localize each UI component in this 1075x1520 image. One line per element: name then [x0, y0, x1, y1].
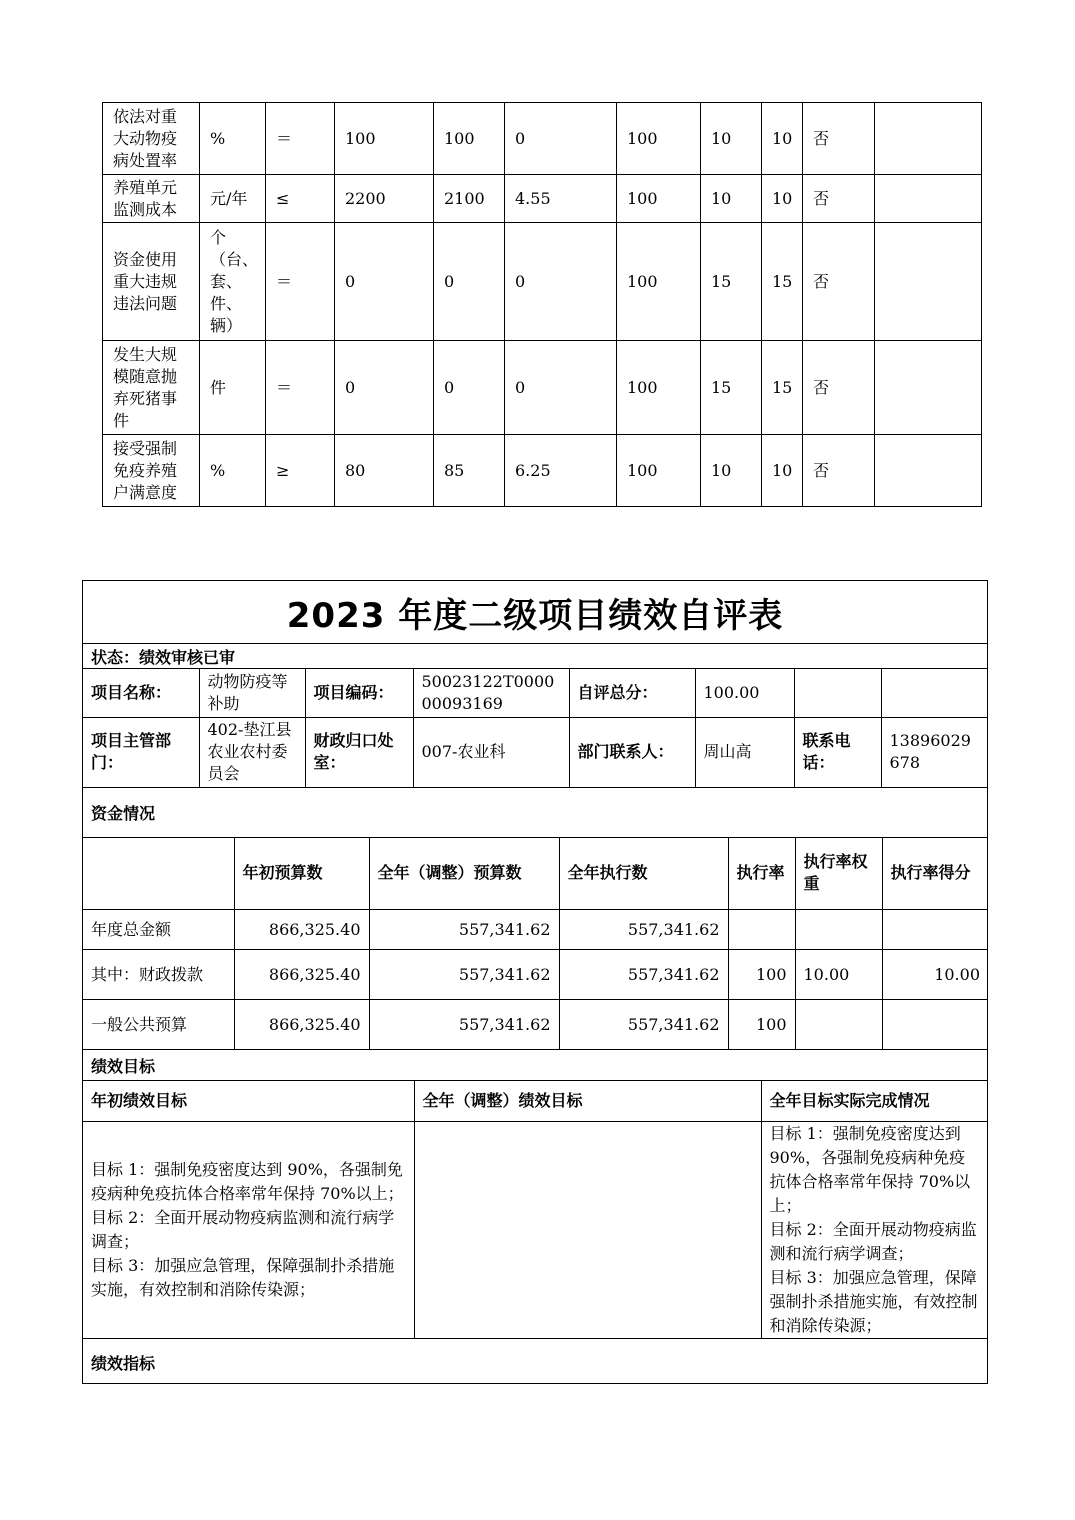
- indicator-flag: 否: [803, 103, 875, 175]
- indicator-note: [875, 435, 982, 507]
- goal-actual: 目标 1：强制免疫密度达到 90%，各强制免疫病种免疫抗体合格率常年保持 70%以上； 目标 2：全面开展动物疫病监测和流行病学调查； 目标 3：加强应急管理，保障强制扑杀措施实施，有效控制和消除传染源；: [761, 1121, 987, 1338]
- indicator-flag: 否: [803, 175, 875, 223]
- indicator-score: 10: [762, 103, 803, 175]
- indicator-note: [875, 223, 982, 341]
- indicator-note: [875, 175, 982, 223]
- dept-label: 项目主管部门：: [83, 717, 199, 787]
- funds-weight: [795, 1000, 882, 1050]
- indicator-row: [103, 435, 982, 507]
- funds-header-cell: 全年（调整）预算数: [369, 838, 559, 910]
- project-name-label: 项目名称：: [83, 669, 199, 717]
- funds-executed: 557,341.62: [559, 950, 728, 1000]
- project-code-label: 项目编码：: [305, 669, 413, 717]
- form-title: 2023 年度二级项目绩效自评表: [83, 581, 987, 644]
- indicator-flag: 否: [803, 341, 875, 435]
- funds-weight: 10.00: [795, 950, 882, 1000]
- indicator-unit: 个（台、套、件、辆）: [200, 223, 266, 341]
- goals-table: [83, 1081, 987, 1339]
- funds-row: [83, 910, 988, 950]
- indicator-deviation: 0: [505, 223, 617, 341]
- indicator-deviation: 0: [505, 103, 617, 175]
- funds-label: 年度总金额: [83, 910, 234, 950]
- indicator-target: 80: [335, 435, 434, 507]
- funds-header-cell: 年初预算数: [234, 838, 369, 910]
- indicator-row: [103, 223, 982, 341]
- indicator-score: 15: [762, 341, 803, 435]
- indicator-pct: 100: [617, 223, 701, 341]
- funds-label: 一般公共预算: [83, 1000, 234, 1050]
- phone-label: 联系电话：: [794, 717, 881, 787]
- funds-header-cell: [83, 838, 234, 910]
- funds-executed: 557,341.62: [559, 910, 728, 950]
- indicator-pct: 100: [617, 175, 701, 223]
- funds-initial: 866,325.40: [234, 910, 369, 950]
- dept: 402-垫江县农业农村委员会: [199, 717, 305, 787]
- funds-section-title: 资金情况: [83, 788, 987, 838]
- project-code: 50023122T000000093169: [413, 669, 569, 717]
- indicator-actual: 0: [434, 341, 505, 435]
- goals-section-title: 绩效目标: [83, 1050, 987, 1081]
- funds-row: [83, 950, 988, 1000]
- indicator-target: 2200: [335, 175, 434, 223]
- funds-header-cell: 执行率得分: [882, 838, 988, 910]
- indicator-op: ＝: [266, 103, 335, 175]
- indicator-op: ＝: [266, 223, 335, 341]
- indicator-row: [103, 103, 982, 175]
- indicator-weight: 15: [701, 223, 762, 341]
- phone: 13896029678: [881, 717, 987, 787]
- indicator-target: 100: [335, 103, 434, 175]
- indicator-actual: 85: [434, 435, 505, 507]
- funds-label: 其中：财政拨款: [83, 950, 234, 1000]
- funds-header-row: [83, 838, 988, 910]
- total-score: 100.00: [695, 669, 794, 717]
- funds-header-cell: 执行率权重: [795, 838, 882, 910]
- project-name: 动物防疫等补助: [199, 669, 305, 717]
- indicator-op: ≤: [266, 175, 335, 223]
- indicator-name: 养殖单元监测成本: [103, 175, 200, 223]
- funds-initial: 866,325.40: [234, 1000, 369, 1050]
- indicator-op: ＝: [266, 341, 335, 435]
- funds-rate: 100: [728, 950, 795, 1000]
- goal-adjusted: [414, 1121, 761, 1338]
- indicator-deviation: 4.55: [505, 175, 617, 223]
- indicator-actual: 2100: [434, 175, 505, 223]
- funds-row: [83, 1000, 988, 1050]
- indicator-actual: 100: [434, 103, 505, 175]
- indicator-name: 依法对重大动物疫病处置率: [103, 103, 200, 175]
- indicator-row: [103, 175, 982, 223]
- funds-header-cell: 全年执行数: [559, 838, 728, 910]
- indicator-weight: 10: [701, 435, 762, 507]
- indicator-score: 15: [762, 223, 803, 341]
- goal-header-actual: 全年目标实际完成情况: [761, 1081, 987, 1121]
- indicators-section-title: 绩效指标: [91, 1354, 156, 1373]
- funds-score: 10.00: [882, 950, 988, 1000]
- indicator-name: 资金使用重大违规违法问题: [103, 223, 200, 341]
- indicator-note: [875, 103, 982, 175]
- indicator-pct: 100: [617, 341, 701, 435]
- indicator-name: 发生大规模随意抛弃死猪事件: [103, 341, 200, 435]
- indicator-actual: 0: [434, 223, 505, 341]
- indicator-rows: [103, 103, 982, 507]
- indicator-op: ≥: [266, 435, 335, 507]
- funds-weight: [795, 910, 882, 950]
- contact: 周山高: [695, 717, 794, 787]
- funds-initial: 866,325.40: [234, 950, 369, 1000]
- indicator-flag: 否: [803, 223, 875, 341]
- indicator-unit: 元/年: [200, 175, 266, 223]
- finance: 007-农业科: [413, 717, 569, 787]
- goal-header-initial: 年初绩效目标: [83, 1081, 414, 1121]
- indicator-unit: %: [200, 435, 266, 507]
- goal-initial: 目标 1：强制免疫密度达到 90%，各强制免疫病种免疫抗体合格率常年保持 70%以上； 目标 2：全面开展动物疫病监测和流行病学调查； 目标 3：加强应急管理，保障强制扑杀措施实施，有效控制和消除传染源；: [83, 1121, 414, 1338]
- indicator-score: 10: [762, 435, 803, 507]
- empty-cell: [881, 669, 987, 717]
- indicator-deviation: 6.25: [505, 435, 617, 507]
- contact-label: 部门联系人：: [569, 717, 695, 787]
- indicator-unit: %: [200, 103, 266, 175]
- indicator-name: 接受强制免疫养殖户满意度: [103, 435, 200, 507]
- funds-adjusted: 557,341.62: [369, 950, 559, 1000]
- funds-adjusted: 557,341.62: [369, 1000, 559, 1050]
- total-score-label: 自评总分：: [569, 669, 695, 717]
- indicator-weight: 10: [701, 175, 762, 223]
- indicator-table: [102, 102, 982, 507]
- funds-table: [83, 838, 988, 1051]
- funds-executed: 557,341.62: [559, 1000, 728, 1050]
- funds-rate: 100: [728, 1000, 795, 1050]
- funds-rows: [83, 910, 988, 1050]
- funds-score: [882, 1000, 988, 1050]
- indicator-flag: 否: [803, 435, 875, 507]
- indicator-weight: 15: [701, 341, 762, 435]
- indicator-row: [103, 341, 982, 435]
- funds-header-cell: 执行率: [728, 838, 795, 910]
- indicator-target: 0: [335, 341, 434, 435]
- indicator-weight: 10: [701, 103, 762, 175]
- project-info-table: [83, 669, 987, 788]
- funds-score: [882, 910, 988, 950]
- indicator-note: [875, 341, 982, 435]
- indicator-deviation: 0: [505, 341, 617, 435]
- indicator-target: 0: [335, 223, 434, 341]
- indicator-pct: 100: [617, 435, 701, 507]
- funds-rate: [728, 910, 795, 950]
- indicator-pct: 100: [617, 103, 701, 175]
- indicator-score: 10: [762, 175, 803, 223]
- performance-form: [82, 580, 988, 1384]
- empty-cell: [794, 669, 881, 717]
- status-line: 状态：绩效审核已审: [83, 644, 987, 669]
- finance-label: 财政归口处室：: [305, 717, 413, 787]
- goal-header-adjusted: 全年（调整）绩效目标: [414, 1081, 761, 1121]
- funds-adjusted: 557,341.62: [369, 910, 559, 950]
- indicator-unit: 件: [200, 341, 266, 435]
